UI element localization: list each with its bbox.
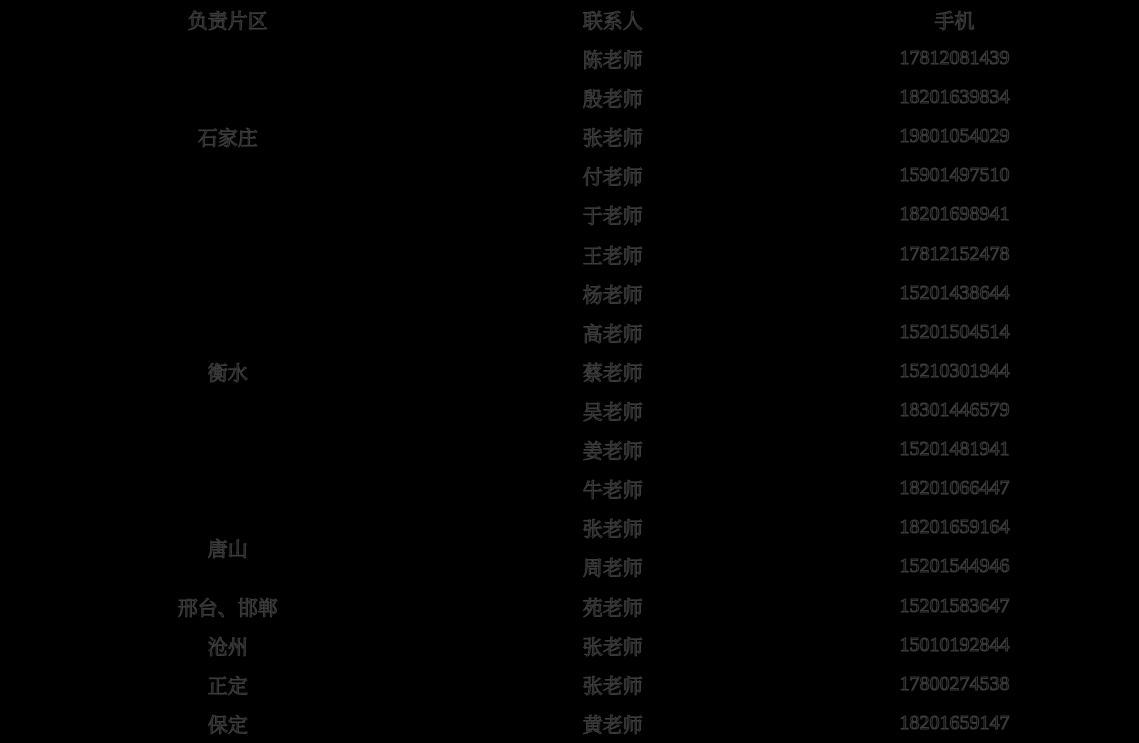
contact-name-cell: 于老师 xyxy=(582,206,643,229)
phone-cell: 17812152478 xyxy=(899,242,1010,265)
region-cell: 正定 xyxy=(207,675,248,698)
region-cell: 沧州 xyxy=(207,636,248,659)
phone-cell: 18201659164 xyxy=(899,516,1010,539)
phone-cell: 15901497510 xyxy=(899,164,1010,187)
table-row xyxy=(0,704,1139,743)
table-row xyxy=(0,235,1139,274)
phone-cell: 18201698941 xyxy=(899,203,1010,226)
contact-name-cell: 张老师 xyxy=(582,675,643,698)
region-cell: 邢台、邯郸 xyxy=(177,597,278,620)
contact-name-cell: 杨老师 xyxy=(582,284,643,307)
contact-name-cell: 周老师 xyxy=(582,558,643,581)
phone-cell: 19801054029 xyxy=(899,125,1010,148)
contact-name-cell: 苑老师 xyxy=(582,597,643,620)
phone-cell: 15201438644 xyxy=(899,281,1010,304)
table-row xyxy=(0,665,1139,704)
phone-cell: 15201504514 xyxy=(899,320,1010,343)
phone-cell: 17800274538 xyxy=(899,672,1010,695)
contact-name-cell: 陈老师 xyxy=(582,50,643,73)
header-row xyxy=(0,0,1139,39)
region-cell: 唐山 xyxy=(207,538,248,561)
region-cell: 衡水 xyxy=(207,362,248,385)
contact-name-cell: 吴老师 xyxy=(582,402,643,425)
phone-cell: 15201544946 xyxy=(899,555,1010,578)
region-cell: 石家庄 xyxy=(197,128,258,151)
table-row xyxy=(0,39,1139,78)
column-header-contact: 联系人 xyxy=(582,11,643,33)
contact-name-cell: 姜老师 xyxy=(582,441,643,464)
phone-cell: 18201659147 xyxy=(899,711,1010,734)
contact-name-cell: 张老师 xyxy=(582,128,643,151)
phone-cell: 15010192844 xyxy=(899,633,1010,656)
phone-cell: 15201583647 xyxy=(899,594,1010,617)
contact-name-cell: 牛老师 xyxy=(582,480,643,503)
phone-cell: 17812081439 xyxy=(899,47,1010,70)
phone-cell: 18301446579 xyxy=(899,399,1010,422)
phone-cell: 18201639834 xyxy=(899,86,1010,109)
phone-cell: 15201481941 xyxy=(899,438,1010,461)
phone-cell: 15210301944 xyxy=(899,359,1010,382)
table-row xyxy=(0,626,1139,665)
contact-name-cell: 付老师 xyxy=(582,167,643,190)
contact-name-cell: 高老师 xyxy=(582,323,643,346)
table-row xyxy=(0,587,1139,626)
contact-name-cell: 张老师 xyxy=(582,519,643,542)
region-cell: 保定 xyxy=(207,714,248,737)
contact-name-cell: 蔡老师 xyxy=(582,362,643,385)
phone-cell: 18201066447 xyxy=(899,477,1010,500)
contact-name-cell: 殷老师 xyxy=(582,89,643,112)
contact-name-cell: 王老师 xyxy=(582,245,643,268)
contact-name-cell: 张老师 xyxy=(582,636,643,659)
contact-table-body xyxy=(0,39,1139,743)
contact-name-cell: 黄老师 xyxy=(582,714,643,737)
column-header-region: 负责片区 xyxy=(187,11,268,33)
table-row xyxy=(0,508,1139,547)
column-header-phone: 手机 xyxy=(934,11,975,33)
